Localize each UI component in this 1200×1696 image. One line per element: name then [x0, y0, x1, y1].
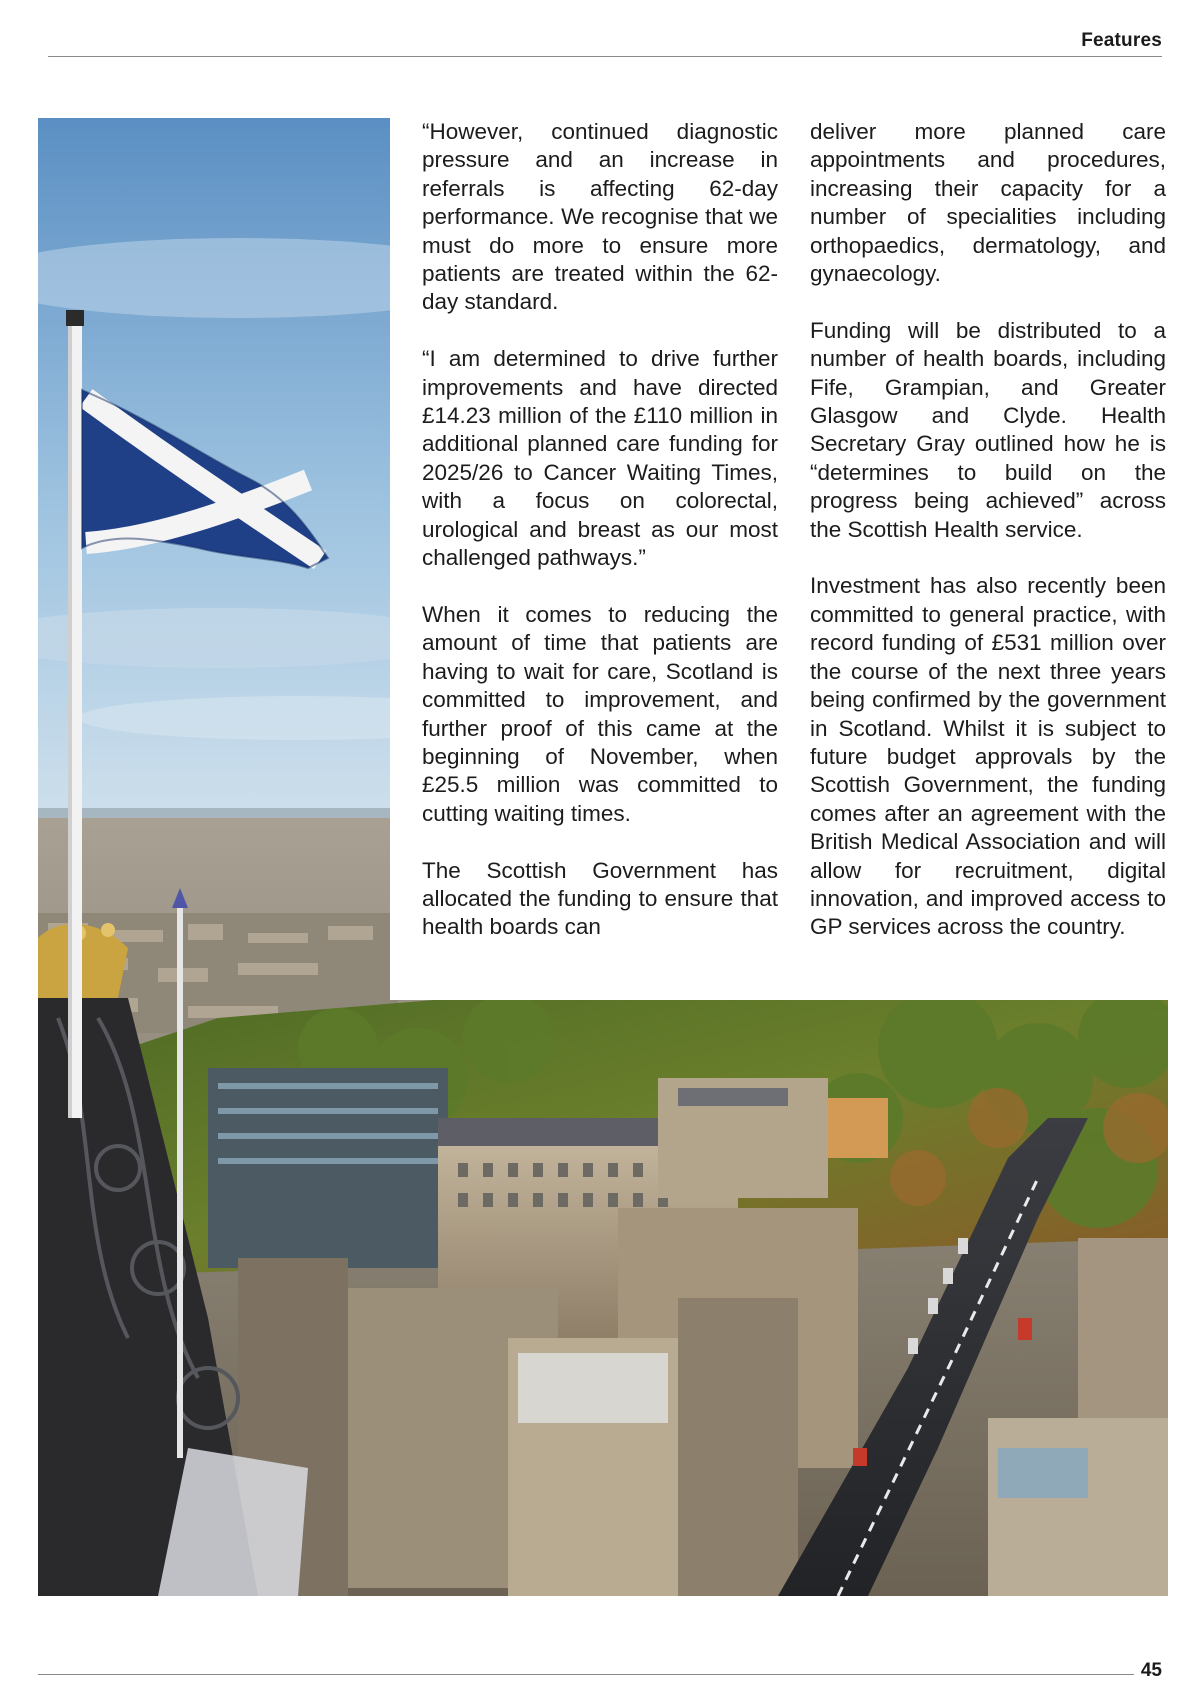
- paragraph: “However, continued diagnostic pressure and an increase in referrals is affecting 62-day performance. We recognise that we must do more to ensure more patients are treated within the 62-day standard.: [422, 119, 778, 315]
- paragraph: The Scottish Government has allocated the funding to ensure that health boards can: [422, 857, 778, 940]
- section-label: Features: [1081, 30, 1162, 51]
- article-column-left: [422, 118, 778, 942]
- header-rule: [48, 56, 1162, 57]
- paragraph: Funding will be distributed to a number of health boards, including Fife, Grampian, and Greater Glasgow and Clyde. Health Secretary Gray outlined how he is “determines to build on the progress being achieved” across the Scottish Health service.: [810, 317, 1166, 542]
- paragraph: Investment has also recently been committed to general practice, with record funding of £531 million over the course of the next three years being confirmed by the government in Scotland. Whilst it is subject to future budget approvals by the Scottish Government, the funding comes after an agreement with the British Medical Association and will allow for recruitment, digital innovation, and improved access to GP services across the country.: [810, 573, 1166, 940]
- paragraph: deliver more planned care appointments and procedures, increasing their capacity for a number of specialities including orthopaedics, dermatology, and gynaecology.: [810, 119, 1166, 287]
- paragraph: When it comes to reducing the amount of time that patients are having to wait for care, Scotland is committed to improvement, and further proof of this came at the beginning of November, when £25.5 million was committed to cutting waiting times.: [422, 601, 778, 826]
- page-number: 45: [1140, 1660, 1162, 1681]
- article-text-panel: [390, 118, 1168, 1000]
- footer-rule: [38, 1674, 1134, 1675]
- paragraph: “I am determined to drive further improvements and have directed £14.23 million of the £110 million in additional planned care funding for 2025/26 to Cancer Waiting Times, with a focus on colorectal, urological and breast as our most challenged pathways.”: [422, 346, 778, 571]
- article-column-right: [810, 118, 1166, 942]
